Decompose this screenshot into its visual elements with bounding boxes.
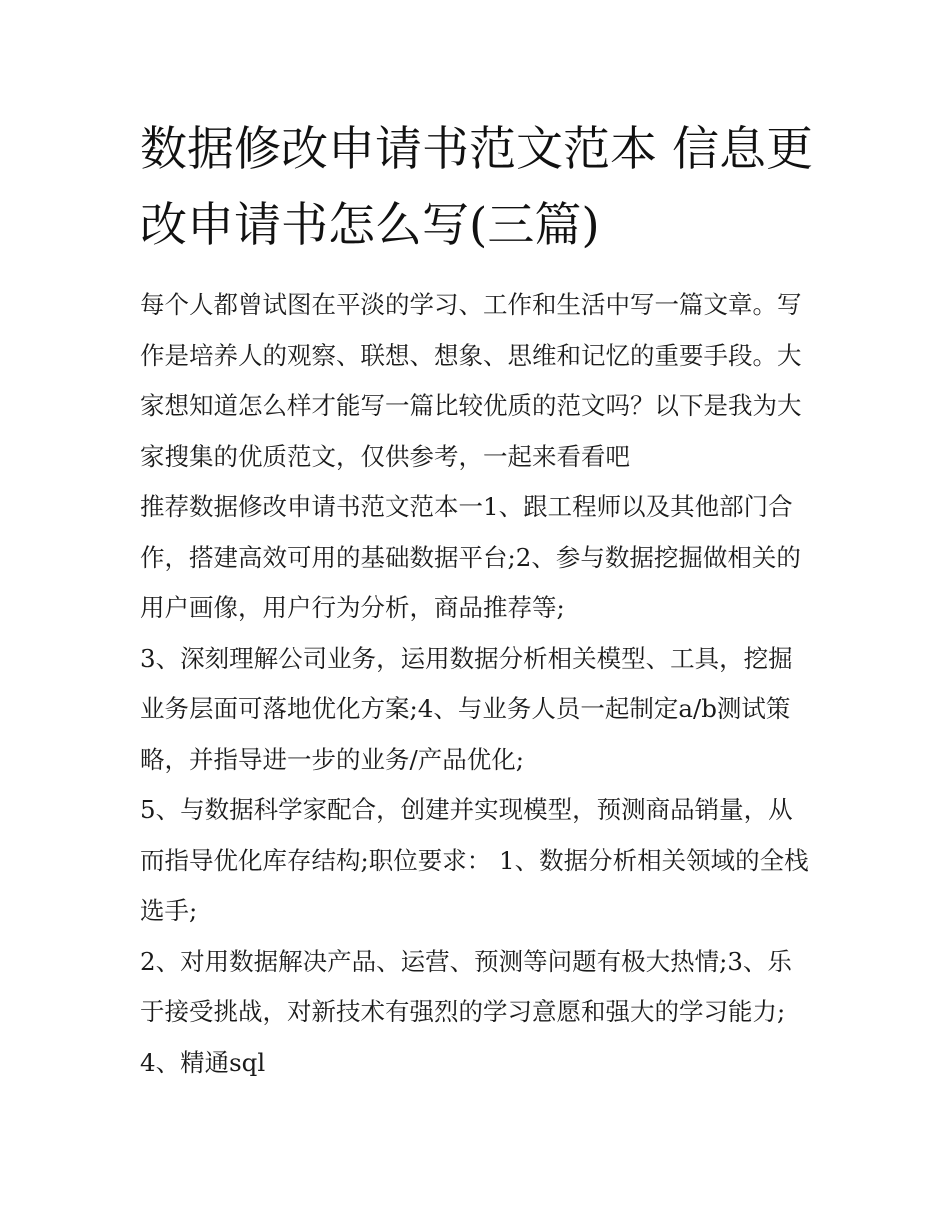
body-paragraph-4: 2、对用数据解决产品、运营、预测等问题有极大热情;3、乐于接受挑战，对新技术有强烈的学习意愿和强大的学习能力; (140, 946, 792, 1026)
body-paragraph-2: 3、深刻理解公司业务，运用数据分析相关模型、工具，挖掘业务层面可落地优化方案;4、与业务人员一起制定a/b测试策略，并指导进一步的业务/产品优化; (140, 643, 793, 774)
intro-paragraph: 每个人都曾试图在平淡的学习、工作和生活中写一篇文章。写作是培养人的观察、联想、想象、思维和记忆的重要手段。大家想知道怎么样才能写一篇比较优质的范文吗？以下是我为大家搜集的优质范文，仅供参考，一起来看看吧 (140, 290, 802, 471)
body-paragraph-1: 推荐数据修改申请书范文范本一1、跟工程师以及其他部门合作，搭建高效可用的基础数据平台;2、参与数据挖掘做相关的用户画像，用户行为分析，商品推荐等; (140, 492, 801, 622)
body-paragraph-5: 4、精通sql (140, 1047, 266, 1077)
body-paragraph-3: 5、与数据科学家配合，创建并实现模型，预测商品销量，从而指导优化库存结构;职位要求： 1、数据分析相关领域的全栈选手; (140, 795, 809, 925)
document-title: 数据修改申请书范文范本 信息更改申请书怎么写(三篇) (140, 122, 813, 253)
document-content (140, 112, 815, 1088)
